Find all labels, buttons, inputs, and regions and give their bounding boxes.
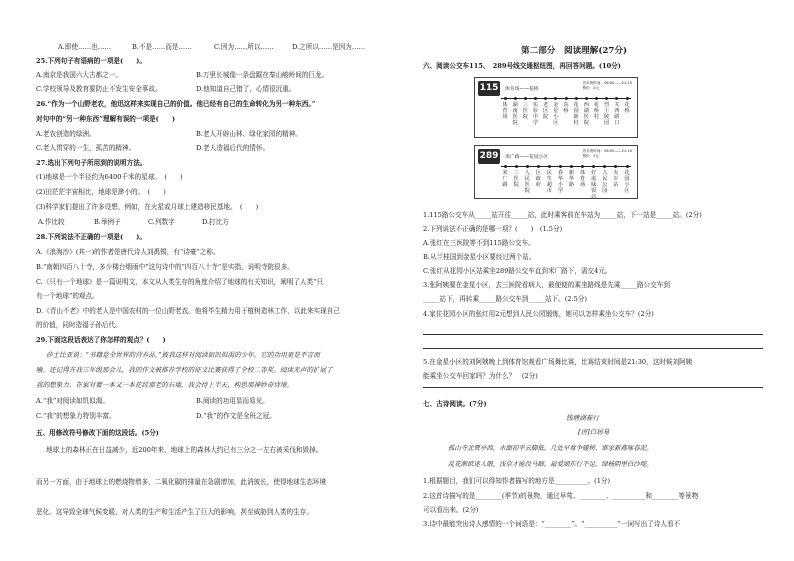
sec6-q4-answer-line-1[interactable] <box>423 334 763 335</box>
q28-option-a: A.《浪淘沙》(其一)的作者是唐代诗人刘禹锡，有“诗豪”之称。 <box>36 248 220 256</box>
bus289-stop-name: 好滋味饭店 <box>591 170 597 200</box>
sec6-q5-line-2: 能乘坐公交车回家吗？为什么？ (2分) <box>423 372 538 380</box>
bus-115-fare: 票价：2元 <box>582 85 600 90</box>
sec6-q2: 2.下列说法不正确的是哪一项？( ) (1.5分) <box>423 225 563 233</box>
bus115-stop-dot <box>544 97 547 100</box>
bus115-stop-dot <box>615 97 618 100</box>
bus289-stop-name: 人民医院 <box>524 170 530 194</box>
poem-line-1: 孤山寺北贾亭西，水面初平云脚低。几处早莺争暖树，谁家新燕啄春泥。 <box>448 444 653 452</box>
bus289-stop-name: 火车站 <box>613 170 619 188</box>
q29-passage-1: 莎士比亚说：“书籍是全世界的营养品。”彼我这样对阅读如饥似渴的少年，它的功用更是不言而 <box>46 351 320 359</box>
bus-289-hours: 首末班时间：06:00——21:10 <box>582 149 632 153</box>
bus-115-sign <box>474 77 638 138</box>
poem-title: 钱塘湖春行 <box>566 414 599 422</box>
bus115-stop-dot <box>585 97 588 100</box>
part-two-title: 第二部分 阅读理解(27分) <box>521 46 628 56</box>
q24-option-c: C.因为……所以…… <box>214 43 274 51</box>
q27-option-c: C.列数字 <box>148 218 175 226</box>
bus289-stop-name: 区政府 <box>535 170 541 188</box>
bus289-stop-dot <box>537 165 540 168</box>
q29-option-c: C.“我”的想象力特别丰富。 <box>36 412 116 420</box>
bus289-stop-dot <box>515 165 518 168</box>
bus115-stop-name: 西湖医院 <box>583 102 589 126</box>
bus115-stop-name: 三医院 <box>522 102 528 120</box>
q26-option-b: B.老人开辟山林、绿化家园的精神。 <box>196 130 302 138</box>
sec6-q2-option-b: B.从兰桂国到金星小区要经过两个站。 <box>423 253 536 261</box>
section-5-line-2: 而另一方面，由于地球上的燃烧物增多，二氧化碳的排量在急剧增加，此消彼长，使得地球生态环境 <box>36 478 327 486</box>
bus289-stop-dot <box>603 165 606 168</box>
bus115-stop-name: 花桥 <box>624 102 630 114</box>
q28-option-d-1: D.《青山不老》中的老人是中国农村的一位山野老农。他将毕生精力用于植树造林工作，以此来实现自己 <box>36 307 340 315</box>
bus-289-route: 米广路——花园小区 <box>505 155 549 160</box>
bus115-stop-dot <box>534 97 537 100</box>
sec6-q1: 1.115路公交车从_____站开往_____站，此时乘客前在车站为_____站，下一站是_____站。(2分) <box>423 211 702 219</box>
q29-stem: 29.下面这段话表达了你怎样的观点？( ) <box>36 336 166 344</box>
bus289-stop-name: 春华小学 <box>557 170 564 194</box>
bus289-stop-name: 花园小区 <box>624 170 630 194</box>
bus289-stop-name: 三医院 <box>513 170 519 188</box>
poem-line-2: 乱花渐欲迷人眼，浅草才能没马蹄。最爱湖东行不足，绿杨阴里白沙堤。 <box>448 460 653 468</box>
bus-115-number: 115 <box>478 81 500 96</box>
section-5-line-3: 恶化。这导致全球气候变暖，对人类的生产和生活产生了巨大的影响，甚至威胁到人类的生存。 <box>36 508 313 516</box>
bus-289-fare: 票价：2元 <box>582 153 600 158</box>
q24-option-d: D.之所以……是因为…… <box>292 43 366 51</box>
bus289-stop-dot <box>526 165 529 168</box>
q25-option-a: A.南京是我国六大古都之一。 <box>36 71 122 79</box>
bus115-stop-dot <box>554 97 557 100</box>
q24-option-b: B.不是……而是…… <box>132 43 192 51</box>
q27-option-b: B.举例子 <box>94 218 121 226</box>
poem-author: [唐]白居易 <box>578 428 610 436</box>
bus115-stop-dot <box>626 97 629 100</box>
bus115-stop-name: 老区院 <box>543 102 549 120</box>
q28-option-d-2: 的价值，同时造福子孙后代。 <box>36 321 122 329</box>
section-5-title: 五、用修改符号修改下面的这段话。(5分) <box>36 429 159 437</box>
bus-289-route-line <box>501 166 631 167</box>
poem-q2-line-2: 可以看出来。(2分) <box>423 506 479 514</box>
bus115-stop-dot <box>514 97 517 100</box>
bus115-stop-name: 花桥村 <box>593 102 600 120</box>
bus115-stop-dot <box>605 97 608 100</box>
q26-stem-2: 对句中的“另一种东西”理解有误的一项是( ) <box>36 115 176 123</box>
q28-option-c-1: C.《只有一个地球》是一篇说明文，本文从人类生存的角度介绍了地球的有关知识，阐明了人类“只 <box>36 278 324 286</box>
bus115-stop-name: 湖南医院 <box>512 102 518 126</box>
bus-115-hours: 首末班时间：06:00——21:10 <box>582 81 632 85</box>
q26-stem: 26.“作为一个山野老农，他迅这样来实现自己的价值。他已经有自己的生命转化为另一种东西。” <box>36 100 316 108</box>
q24-option-a: A.即使……也…… <box>58 43 112 51</box>
bus289-stop-name: 体育场 <box>580 170 586 188</box>
bus289-stop-dot <box>626 165 629 168</box>
q27-sentence-3: (3)科学家们提出了许多设想，例如，在火星或月球上建造移民基地。 ( ) <box>36 203 259 211</box>
q29-passage-2: 喻。还记得在我三年级那会儿，我的作文被推荐学校的征文比赛获得了全校二等奖。阅读无声的扩展了 <box>36 366 333 374</box>
bus-115-info <box>583 81 632 90</box>
q26-option-c: C.老人贯穿的一生，孤苦的精神。 <box>36 144 136 152</box>
bus115-stop-dot <box>575 97 578 100</box>
sec6-q3-line-2: _____站下，再转乘_____路公交车到_____站下。(2.5分) <box>423 295 587 303</box>
bus289-stop-name: 人民公园 <box>602 170 608 194</box>
sec6-q4: 4.家住花园小区的张红用2元想到人民公园锻炼，她可以怎样乘坐公交车？(2分) <box>423 310 654 318</box>
poem-q2-line-1: 2.这首诗描写的是________(季节)的景物，通过早莺、________、__________和________等景物 <box>423 492 699 500</box>
bus115-stop-name: 实验中学 <box>532 102 539 126</box>
bus289-stop-name: 米广路 <box>502 170 508 188</box>
q27-stem: 27.选出下列句子所用到的说明方法。 <box>36 159 147 167</box>
bus-115-route: 体育场——花桥 <box>505 87 539 92</box>
section-7-title: 七、古诗阅读。(7分) <box>423 400 487 408</box>
bus-289-number: 289 <box>478 149 500 164</box>
bus115-stop-dot <box>524 97 527 100</box>
bus289-stop-dot <box>614 165 617 168</box>
bus289-stop-name: 新华路 <box>568 170 575 188</box>
q26-option-a: A.老农创造的绿洲。 <box>36 130 96 138</box>
section-6-title: 六、阅读公交车115、 289号线交通枢纽图，再回答问题。(10分) <box>423 62 621 70</box>
bus289-stop-dot <box>570 165 573 168</box>
bus289-stop-dot <box>559 165 562 168</box>
bus115-stop-name: 烈士陵园 <box>604 102 610 126</box>
q27-sentence-2: (2)田茫茫宇宙相比，地球是渺小的。 ( ) <box>36 188 166 196</box>
sec6-q4-answer-line-2[interactable] <box>423 348 763 349</box>
q27-option-a: A.作比较 <box>38 218 65 226</box>
section-5-line-1: 地球上的森林正在日益减少，近200年来，地球上的森林大约已有三分之一左右被采伐和毁掉。 <box>46 446 323 454</box>
sec6-q2-option-c: C.张红从花园小区站乘坐289路公交车直到米厂路下，需交4元。 <box>423 267 612 275</box>
bus115-stop-dot <box>595 97 598 100</box>
sec6-q5-answer-line-1[interactable] <box>423 387 763 388</box>
bus289-stop-dot <box>548 165 551 168</box>
bus-289-sign <box>474 145 638 199</box>
q29-passage-3: 我的想象力，在家对着一本又一本花纹那老的石墙，我会待上半天，构思那神妙奇诗境。 <box>36 381 294 389</box>
bus289-stop-dot <box>504 165 507 168</box>
q28-option-b: B.“南朝四百八十寺，多少楼台烟雨中”这句诗中的“四百八十寺”是实指，说明寺院很多。 <box>36 263 294 271</box>
q25-option-d: D.他知道自己错了，心情很沉重。 <box>196 85 296 93</box>
poem-q1: 1.根据题目，我们可以得知作者描写的地方是__________。(1分) <box>423 477 611 485</box>
bus115-stop-dot <box>565 97 568 100</box>
sec6-q3-line-1: 3.张阿姨要在金星小区，去三医院看病人，最便便的乘坐路线是先乘_____路公交车到 <box>423 281 670 289</box>
q25-stem: 25.下列句子有语病的一项是( )。 <box>36 57 147 65</box>
q29-option-b: B.阅读的功用显而易见。 <box>196 397 269 405</box>
poem-q3: 3.诗中最能突出诗人感情的一个词语是：“________”。“__________”一词写出了诗人看不 <box>423 520 681 528</box>
q28-stem: 28.下列说法不正确的一项是( )。 <box>36 233 147 241</box>
bus115-stop-name: 东桥 <box>563 102 569 114</box>
q27-sentence-1: (1)地球是一个半径约为6400千米的星球。 ( ) <box>36 173 183 181</box>
bus115-stop-name: 花园新村 <box>573 102 579 126</box>
bus289-stop-dot <box>592 165 595 168</box>
bus115-stop-name: 关西路口 <box>614 102 620 126</box>
bus115-stop-name: 金星小区 <box>553 102 559 126</box>
q27-option-d: D.打比方 <box>202 218 229 226</box>
q28-option-c-2: 有一个地球”的观点。 <box>36 292 99 300</box>
bus115-stop-name: 体育场 <box>502 102 508 120</box>
sec6-q5-line-1: 5.在金星小区的刘阿姨晚上到体育馆观看广场舞比赛，比赛结束时间是21:30，这时候刘阿姨 <box>423 358 693 366</box>
q25-option-c: C.学校领导及教育要防止不发生安全事故。 <box>36 85 162 93</box>
q29-option-a: A.“我”对阅读如饥似渴。 <box>36 397 109 405</box>
bus115-stop-dot <box>504 97 507 100</box>
q25-option-b: B.万里长城像一条盘踞在秦山峻岭间的巨龙。 <box>196 71 329 79</box>
q29-option-d: D.“我”的作文是全班之冠。 <box>196 412 276 420</box>
bus-289-info <box>583 149 632 158</box>
bus289-stop-name: 民生超市 <box>546 170 552 194</box>
bus289-stop-dot <box>581 165 584 168</box>
q26-option-d: D.老人造福后代的情怀。 <box>196 144 270 152</box>
sec6-q2-option-a: A.张红在三医院等不到115路公交车。 <box>423 239 535 247</box>
